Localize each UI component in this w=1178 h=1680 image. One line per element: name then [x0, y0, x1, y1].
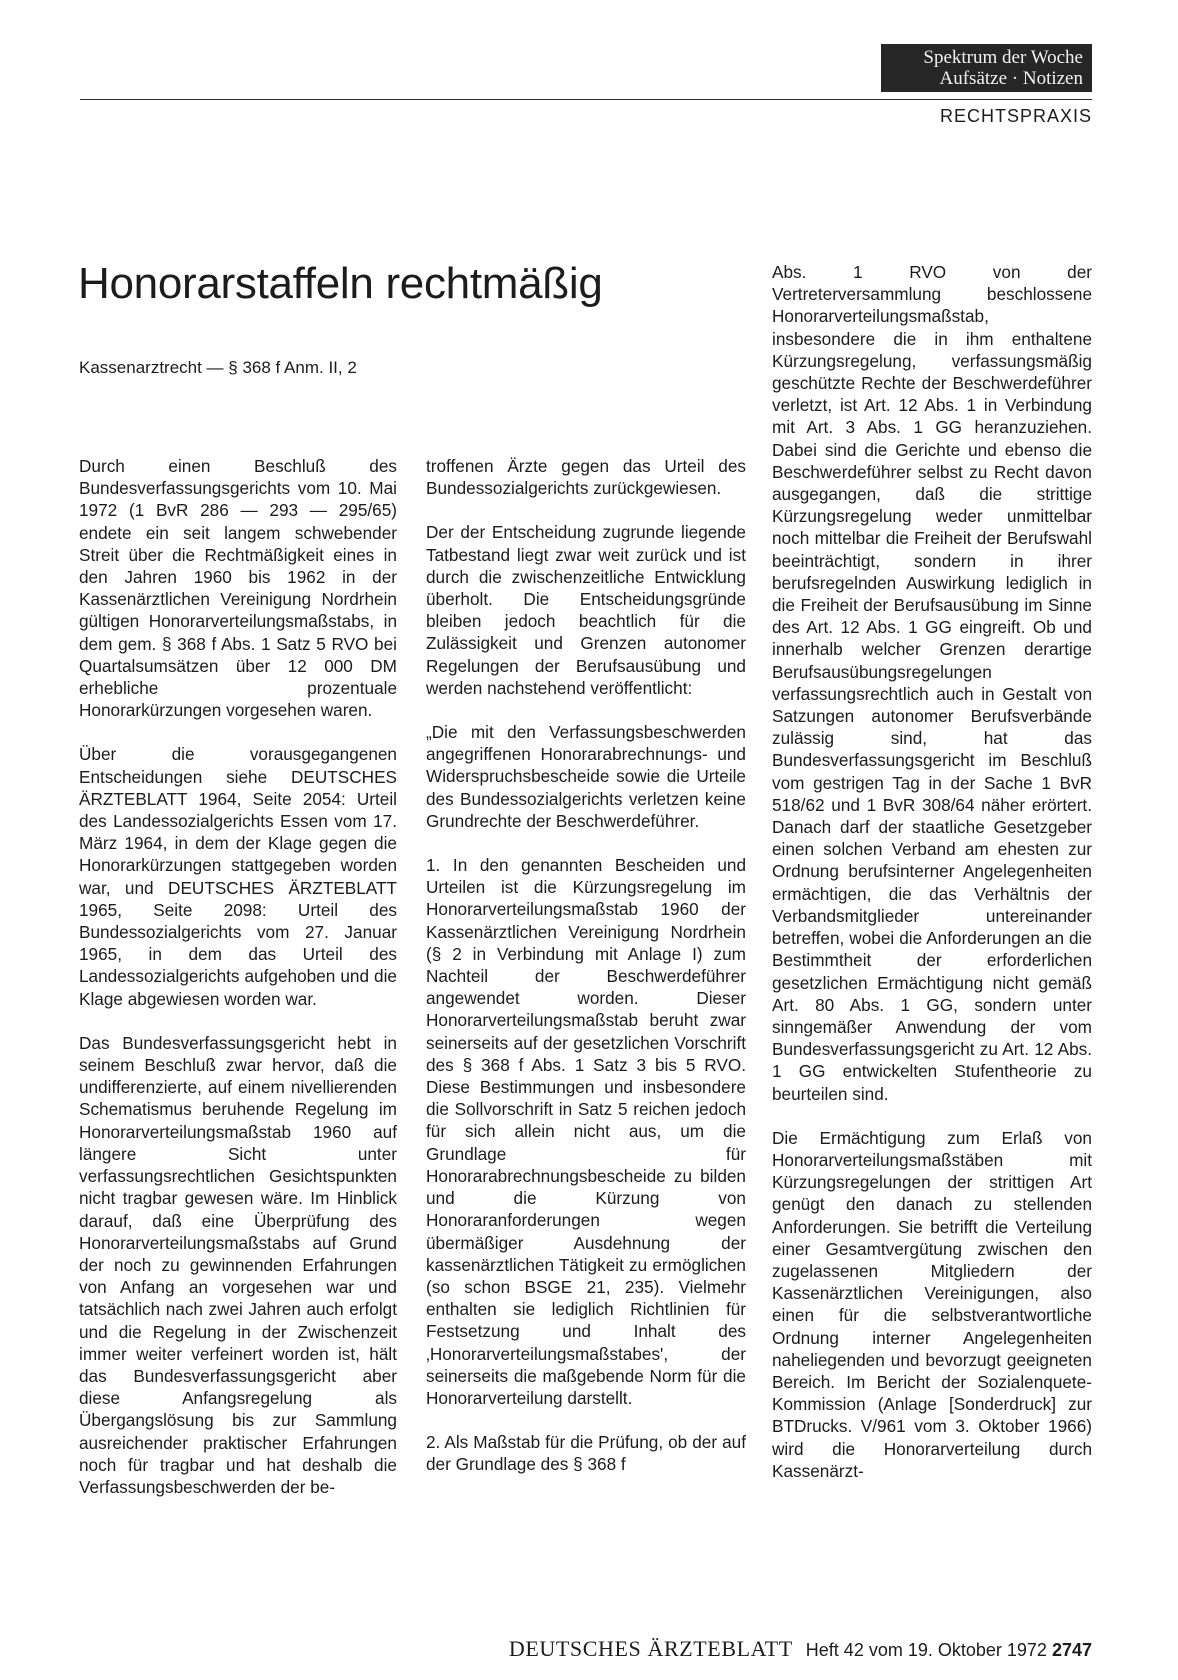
paragraph: Die Ermächtigung zum Erlaß von Honorarverteilungsmaßstäben mit Kürzungsregelungen der strittigen Art genügt den danach zu stellenden Anforderungen. Sie betrifft die Verteilung einer Gesamtvergütung zwischen den zugelassenen Mitgliedern der Kassenärztlichen Vereinigungen, also einen für die selbstverantwortliche Ordnung interner Angelegenheiten naheliegenden und bevorzugt geeigneten Bereich. Im Bericht der Sozialenquete-Kommission (Anlage [Sonderdruck] zur BTDrucks. V/961 vom 3. Oktober 1966) wird die Honorarverteilung durch Kassenärzt-: [772, 1127, 1092, 1481]
section-label: RECHTSPRAXIS: [939, 106, 1092, 126]
paragraph: Abs. 1 RVO von der Vertreterversammlung beschlossene Honorarverteilungsmaßstab, insbesondere die in ihm enthaltene Kürzungsregelung, verfassungsmäßig geschützte Rechte der Beschwerdeführer verletzt, ist Art. 12 Abs. 1 in Verbindung mit Art. 3 Abs. 1 GG heranzuziehen. Dabei sind die Gerichte und ebenso die Beschwerdeführer selbst zu Recht davon ausgegangen, daß die strittige Kürzungsregelung weder unmittelbar noch mittelbar die Freiheit der Berufswahl beeinträchtigt, sondern in ihrer berufsregelnden Auswirkung lediglich in die Freiheit der Berufsausübung im Sinne des Art. 12 Abs. 1 GG eingreift. Ob und innerhalb welcher Grenzen derartige Berufsausübungsregelungen verfassungsrechtlich auch in Gestalt von Satzungen autonomer Berufsverbände zulässig sind, hat das Bundesverfassungsgericht im Beschluß vom gestrigen Tag in der Sache 1 BvR 518/62 und 1 BvR 308/64 näher erörtert. Danach darf der staatliche Gesetzgeber einen solchen Verband am ehesten zur Ordnung berufsinterner Angelegenheiten ermächtigen, die das Verhältnis der Verbandsmitglieder untereinander betreffen, wobei die Anforderungen an die Bestimmtheit der erforderlichen gesetzlichen Ermächtigung nicht gemäß Art. 80 Abs. 1 GG, sondern unter sinngemäßer Anwendung der vom Bundesverfassungsgericht zu Art. 12 Abs. 1 GG entwickelten Stufentheorie zu beurteilen sind.: [772, 262, 1092, 1104]
paragraph: „Die mit den Verfassungsbeschwerden angegriffenen Honorarabrechnungs- und Widerspruchsbescheide sowie die Urteile des Bundessozialgerichts verletzen keine Grundrechte der Beschwerdeführer.: [426, 722, 746, 831]
journal-name: DEUTSCHES ÄRZTEBLATT: [508, 1636, 793, 1661]
text-column-2: [426, 455, 746, 1498]
paragraph: 2. Als Maßstab für die Prüfung, ob der auf der Grundlage des § 368 f: [426, 1432, 746, 1475]
issue-info: Heft 42 vom 19. Oktober 1972: [805, 1640, 1047, 1660]
paragraph: Über die vorausgegangenen Entscheidungen siehe DEUTSCHES ÄRZTEBLATT 1964, Seite 2054: Urteil des Landessozialgerichts Essen vom 17. März 1964, in dem der Klage gegen die Honorarkürzungen stattgegeben worden war, und DEUTSCHES ÄRZTEBLATT 1965, Seite 2098: Urteil des Bundessozialgerichts vom 27. Januar 1965, in dem das Urteil des Landessozialgerichts aufgehoben und die Klage abgewiesen worden war.: [79, 744, 397, 1009]
badge-line-2: Aufsätze · Notizen: [939, 68, 1083, 89]
paragraph: 1. In den genannten Bescheiden und Urteilen ist die Kürzungsregelung im Honorarverteilungsmaßstab 1960 der Kassenärztlichen Vereinigung Nordrhein (§ 2 in Verbindung mit Anlage I) zum Nachteil der Beschwerdeführer angewendet worden. Dieser Honorarverteilungsmaßstab beruht zwar seinerseits auf der gesetzlichen Vorschrift des § 368 f Abs. 1 Satz 3 bis 5 RVO. Diese Bestimmungen und insbesondere die Sollvorschrift in Satz 5 reichen jedoch für sich allein nicht aus, um die Grundlage für Honorarabrechnungsbescheide zu bilden und die Kürzung von Honoraranforderungen wegen übermäßiger Ausdehnung der kassenärztlichen Tätigkeit zu ermöglichen (so schon BSGE 21, 235). Vielmehr enthalten sie lediglich Richtlinien für Festsetzung und Inhalt des ‚Honorarverteilungsmaßstabes', der seinerseits die maßgebende Norm für die Honorarverteilung darstellt.: [426, 855, 746, 1408]
article-title: Honorarstaffeln rechtmäßig: [78, 259, 603, 308]
text-column-1: [79, 455, 397, 1520]
badge-line-1: Spektrum der Woche: [923, 47, 1083, 68]
article-subhead: Kassenarztrecht — § 368 f Anm. II, 2: [79, 358, 357, 377]
paragraph: Das Bundesverfassungsgericht hebt in seinem Beschluß zwar hervor, daß die undifferenzierte, auf einem nivellierenden Schematismus beruhende Regelung im Honorarverteilungsmaßstab 1960 auf längere Sicht unter verfassungsrechtlichen Gesichtspunkten nicht tragbar gewesen wäre. Im Hinblick darauf, daß eine Überprüfung des Honorarverteilungsmaßstabs auf Grund der noch zu gewinnenden Erfahrungen von Anfang an vorgesehen war und tatsächlich nach zwei Jahren auch erfolgt und die Regelung in der Zwischenzeit immer weiter verfeinert worden ist, hält das Bundesverfassungsgericht aber diese Anfangsregelung als Übergangslösung bis zur Sammlung ausreichender praktischer Erfahrungen noch für tragbar und hat deshalb die Verfassungsbeschwerden der be-: [79, 1032, 397, 1497]
section-badge: [881, 44, 1092, 92]
text-column-3: [772, 261, 1092, 1504]
paragraph: Durch einen Beschluß des Bundesverfassungsgerichts vom 10. Mai 1972 (1 BvR 286 — 293 — 295/65) endete ein seit langem schwebender Streit über die Rechtmäßigkeit eines in den Jahren 1960 bis 1962 in der Kassenärztlichen Vereinigung Nordrhein gültigen Honorarverteilungsmaßstabs, in dem gem. § 368 f Abs. 1 Satz 5 RVO bei Quartalsumsätzen über 12 000 DM erhebliche prozentuale Honorarkürzungen vorgesehen waren.: [79, 456, 397, 721]
paragraph: troffenen Ärzte gegen das Urteil des Bundessozialgerichts zurückgewiesen.: [426, 456, 746, 499]
header-rule: [80, 99, 1092, 100]
page-number: 2747: [1051, 1640, 1092, 1660]
paragraph: Der der Entscheidung zugrunde liegende Tatbestand liegt zwar weit zurück und ist durch die zwischenzeitliche Entwicklung überholt. Die Entscheidungsgründe bleiben jedoch beachtlich für die Zulässigkeit und Grenzen autonomer Regelungen der Berufsausübung und werden nachstehend veröffentlicht:: [426, 522, 746, 698]
page-footer: [509, 1636, 1092, 1662]
